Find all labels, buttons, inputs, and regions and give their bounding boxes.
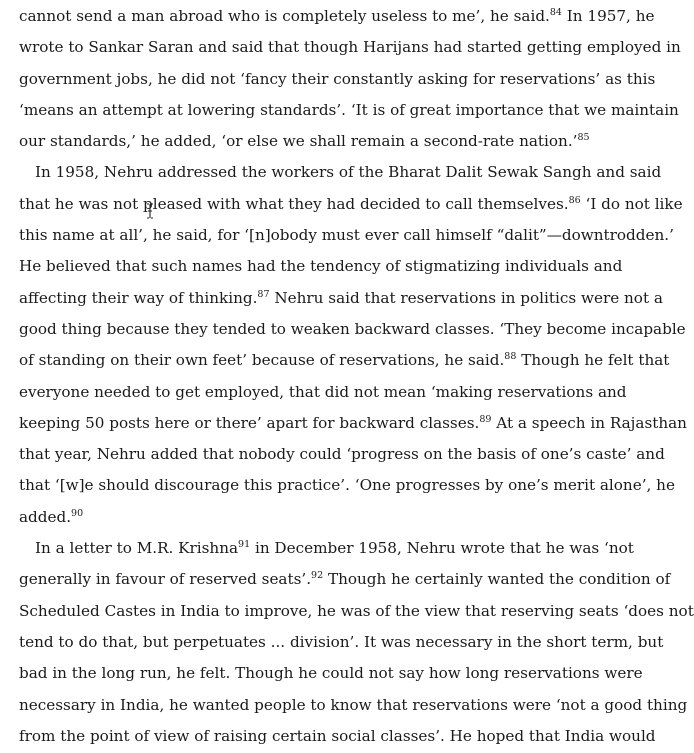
text-line: generally in favour of reserved seats’.$^{92}$ Though he certainly wanted the condition of: [19, 570, 671, 589]
text-line: wrote to Sankar Saran and said that though Harijans had started getting employed in: [19, 38, 681, 57]
text-line: good thing because they tended to weaken backward classes. ‘They become incapable: [19, 319, 686, 338]
text-line: of standing on their own feet’ because of reservations, he said.$^{88}$ Though he felt that: [19, 351, 670, 370]
text-line: affecting their way of thinking.$^{87}$ Nehru said that reservations in politics were not a: [19, 288, 663, 307]
text-line: this name at all’, he said, for ‘[n]obody must ever call himself “dalit”—downtrodden.’: [19, 226, 674, 245]
text-line: tend to do that, but perpetuates ... division’. It was necessary in the short term, but: [19, 632, 664, 651]
text-line: cannot send a man abroad who is completely useless to me’, he said.$^{84}$ In 1957, he: [19, 7, 655, 25]
paragraph-2: [19, 157, 687, 533]
text-line: that year, Nehru added that nobody could ‘progress on the basis of one’s caste’ and: [19, 445, 665, 464]
text-line: that ‘[w]e should discourage this practice’. ‘One progresses by one’s merit alone’, he: [19, 476, 675, 495]
text-line: necessary in India, he wanted people to know that reservations were ‘not a good thing: [19, 695, 688, 714]
footnote-ref[interactable]: 84: [549, 7, 562, 18]
text-line: In 1958, Nehru addressed the workers of the Bharat Dalit Sewak Sangh and said: [35, 163, 662, 182]
footnote-ref[interactable]: 89: [479, 413, 492, 425]
paragraph-1: [19, 1, 681, 157]
text-line: government jobs, he did not ‘fancy their constantly asking for reservations’ as this: [19, 69, 656, 88]
text-line: bad in the long run, he felt. Though he could not say how long reservations were: [19, 664, 643, 683]
footnote-ref[interactable]: 86: [568, 194, 581, 206]
text-line: our standards,’ he added, ‘or else we shall remain a second-rate nation.’$^{85}$: [19, 132, 590, 151]
document-page: [19, 1, 694, 752]
footnote-ref[interactable]: 88: [504, 351, 517, 363]
footnote-ref[interactable]: 90: [71, 507, 84, 519]
text-line: everyone needed to get employed, that did not mean ‘making reservations and: [19, 382, 627, 401]
text-line: that he was not pleased with what they had decided to call themselves.$^{86}$ ‘I do not like: [19, 194, 683, 213]
text-line: He believed that such names had the tendency of stigmatizing individuals and: [19, 257, 623, 276]
text-line: keeping 50 posts here or there’ apart for backward classes.$^{89}$ At a speech in Rajasthan: [19, 413, 687, 432]
footnote-ref[interactable]: 91: [238, 539, 251, 551]
text-line: from the point of view of raising certain social classes’. He hoped that India would: [19, 726, 656, 745]
text-line: added.$^{90}$: [19, 507, 84, 526]
text-line: ‘means an attempt at lowering standards’. ‘It is of great importance that we maintain: [19, 100, 679, 119]
footnote-ref[interactable]: 92: [311, 570, 324, 582]
text-cursor-icon: [145, 203, 155, 219]
text-line: In a letter to M.R. Krishna$^{91}$ in December 1958, Nehru wrote that he was ‘not: [35, 539, 634, 558]
footnote-ref[interactable]: 87: [257, 288, 270, 300]
paragraph-3: [19, 533, 694, 752]
text-line: Scheduled Castes in India to improve, he was of the view that reserving seats ‘does not: [19, 601, 694, 620]
footnote-ref[interactable]: 85: [577, 132, 590, 144]
